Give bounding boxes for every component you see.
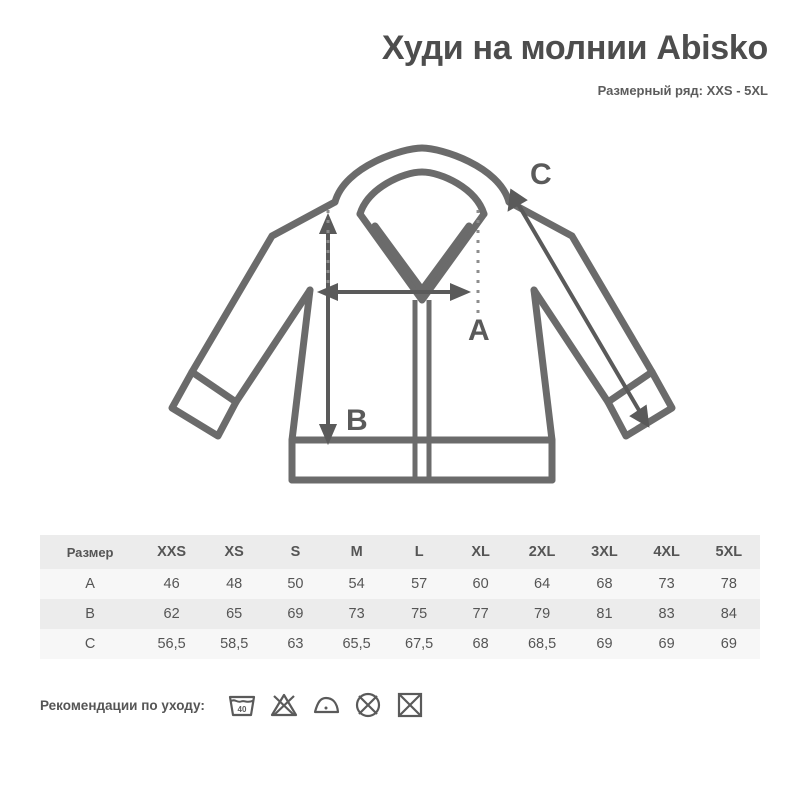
table-cell: 79 [534,606,551,622]
table-cell: 84 [720,606,737,622]
table-cell: 68 [472,636,489,652]
table-header-cell: XL [471,544,490,560]
table-cell: 69 [596,636,613,652]
row-label: C [84,636,96,652]
table-cell: 78 [720,576,737,592]
table-cell: 83 [658,606,675,622]
measure-label-a: A [468,314,490,347]
wash-temp-label: 40 [237,705,247,714]
table-cell: 58,5 [220,636,249,652]
hoodie-illustration [160,140,680,500]
table-cell: 81 [596,606,613,622]
table-cell: 65 [226,606,243,622]
table-header-cell: XXS [157,544,187,560]
table-cell: 62 [163,606,180,622]
no-tumble-dry-icon [395,690,425,720]
hoodie-drawing [160,140,680,500]
iron-low-icon [311,690,341,720]
measure-label-c: C [530,158,552,191]
no-bleach-icon [269,690,299,720]
table-cell: 64 [534,576,551,592]
table-cell: 75 [411,606,428,622]
table-header-cell: 3XL [591,544,618,560]
row-label: A [85,576,95,592]
care-label: Рекомендации по уходу: [40,697,205,713]
table-cell: 69 [720,636,737,652]
size-table-body [40,569,760,659]
table-header-cell: S [290,544,301,560]
table-header-cell: M [350,544,363,560]
table-cell: 69 [658,636,675,652]
table-cell: 65,5 [342,636,371,652]
no-dryclean-icon [353,690,383,720]
table-cell: 69 [287,606,304,622]
size-table-head [40,535,760,569]
table-cell: 67,5 [405,636,434,652]
table-cell: 73 [658,576,675,592]
table-header-cell: Размер [66,544,114,560]
table-header-cell: XS [224,544,244,560]
measure-label-b: B [346,404,368,437]
table-cell: 68,5 [527,636,557,652]
size-table [40,535,760,659]
header [382,30,768,98]
table-cell: 77 [472,606,489,622]
table-cell: 63 [287,636,304,652]
table-cell: 57 [411,576,428,592]
table-cell: 68 [596,576,613,592]
table-cell: 60 [472,576,489,592]
care-icon-list [227,690,425,720]
table-cell: 48 [226,576,243,592]
table-cell: 54 [348,576,365,592]
page-title: Худи на молнии Abisko [381,29,768,67]
table-row [40,599,760,629]
table-row [40,569,760,599]
table-row [40,629,760,659]
size-range-subtitle: Размерный ряд: XXS - 5XL [597,83,768,99]
table-cell: 56,5 [157,636,186,652]
row-label: B [85,606,95,622]
table-cell: 73 [348,606,365,622]
wash-40-icon [227,690,257,720]
table-header-cell: 4XL [653,544,680,560]
table-header-cell: L [414,544,424,560]
care-instructions [40,690,760,720]
table-header-row [40,535,760,569]
table-cell: 50 [287,576,304,592]
table-header-cell: 2XL [528,544,556,560]
table-cell: 46 [163,576,180,592]
table-header-cell: 5XL [715,544,743,560]
